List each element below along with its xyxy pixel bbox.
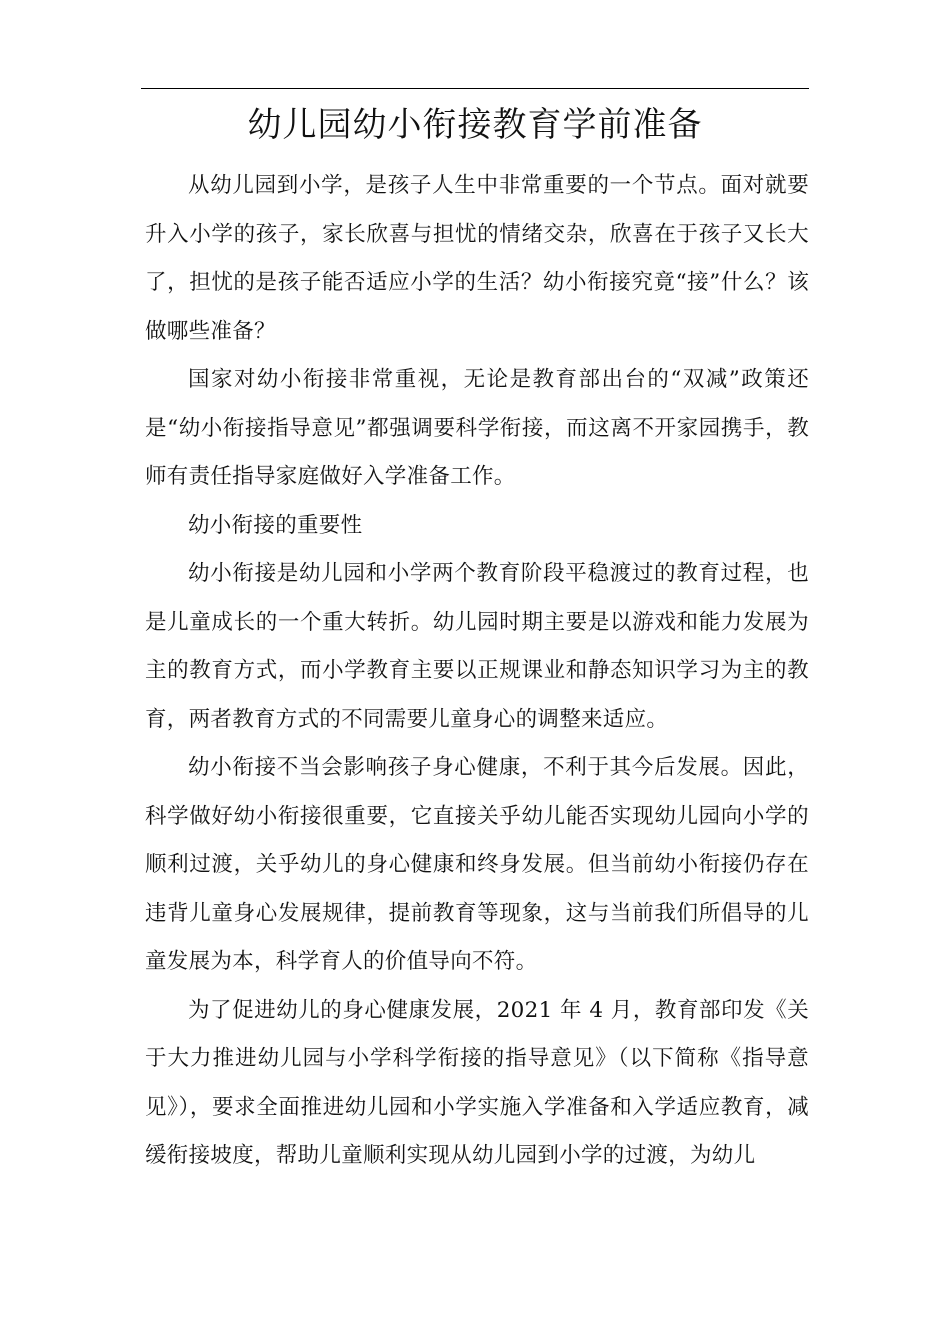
paragraph-guidance: 为了促进幼儿的身心健康发展，2021 年 4 月，教育部印发《关于大力推进幼儿园与小学科学衔接的指导意见》（以下简称《指导意见》），要求全面推进幼儿园和小学实施入学准备和入学适应教育，减缓衔接坡度，帮助儿童顺利实现从幼儿园到小学的过渡，为幼儿	[145, 997, 809, 1168]
paragraph-intro: 从幼儿园到小学，是孩子人生中非常重要的一个节点。面对就要升入小学的孩子，家长欣喜与担忧的情绪交杂，欣喜在于孩子又长大了，担忧的是孩子能否适应小学的生活？幼小衔接究竟“接”什么？该做哪些准备？	[145, 173, 809, 344]
document-body	[145, 162, 809, 1181]
paragraph-importance: 幼小衔接是幼儿园和小学两个教育阶段平稳渡过的教育过程，也是儿童成长的一个重大转折。幼儿园时期主要是以游戏和能力发展为主的教育方式，而小学教育主要以正规课业和静态知识学习为主的教育，两者教育方式的不同需要儿童身心的调整来适应。	[145, 561, 809, 732]
paragraph-policy: 国家对幼小衔接非常重视，无论是教育部出台的“双减”政策还是“幼小衔接指导意见”都强调要科学衔接，而这离不开家园携手，教师有责任指导家庭做好入学准备工作。	[145, 367, 809, 489]
paragraph-risks: 幼小衔接不当会影响孩子身心健康，不利于其今后发展。因此，科学做好幼小衔接很重要，它直接关乎幼儿能否实现幼儿园向小学的顺利过渡，关乎幼儿的身心健康和终身发展。但当前幼小衔接仍存在违背儿童身心发展规律，提前教育等现象，这与当前我们所倡导的儿童发展为本，科学育人的价值导向不符。	[145, 755, 809, 974]
section-heading-importance: 幼小衔接的重要性	[188, 512, 363, 538]
document-title: 幼儿园幼小衔接教育学前准备	[247, 105, 703, 145]
header-rule	[141, 88, 809, 89]
